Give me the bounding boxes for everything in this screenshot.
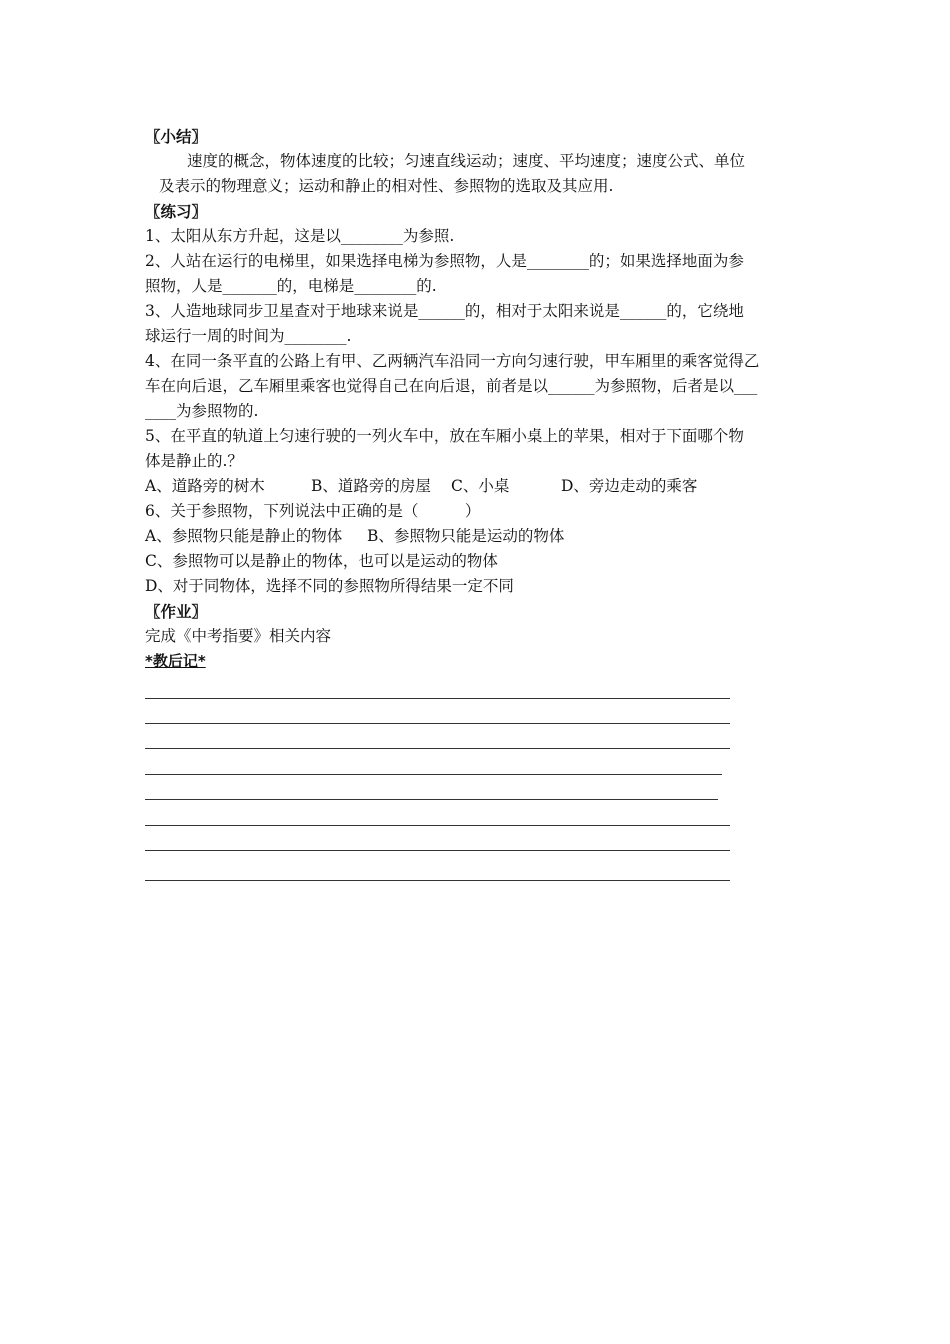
question-3-line-2: 球运行一周的时间为________. (145, 327, 352, 345)
summary-line-1: 速度的概念，物体速度的比较；匀速直线运动；速度、平均速度；速度公式、单位 (187, 152, 746, 170)
question-4-line-2: 车在向后退，乙车厢里乘客也觉得自己在向后退，前者是以______为参照物，后者是以___ (145, 377, 758, 395)
q6-option-b: B、参照物只能是运动的物体 (367, 527, 565, 545)
notes-line-8[interactable] (145, 880, 730, 881)
question-1: 1、太阳从东方升起，这是以________为参照. (145, 227, 455, 245)
notes-writing-lines (145, 686, 730, 881)
q6-option-d: D、对于同物体，选择不同的参照物所得结果一定不同 (145, 577, 514, 595)
question-5-line-1: 5、在平直的轨道上匀速行驶的一列火车中，放在车厢小桌上的苹果，相对于下面哪个物 (145, 427, 744, 445)
question-4-line-3: ____为参照物的. (145, 402, 259, 420)
summary-heading: 〖小结〗 (145, 127, 208, 146)
homework-heading: 〖作业〗 (145, 602, 208, 621)
notes-line-3[interactable] (145, 748, 730, 749)
question-6: 6、关于参照物，下列说法中正确的是（ ） (145, 502, 481, 520)
notes-line-6[interactable] (145, 825, 730, 826)
question-6-options-ab (145, 524, 810, 549)
question-2-line-1: 2、人站在运行的电梯里，如果选择电梯为参照物，人是________的；如果选择地面为参 (145, 252, 744, 270)
q6-option-a: A、参照物只能是静止的物体 (145, 527, 343, 545)
notes-line-1[interactable] (145, 698, 730, 699)
notes-line-7[interactable] (145, 850, 730, 851)
question-5-options (145, 474, 810, 499)
option-c: C、小桌 (451, 477, 510, 495)
homework-text: 完成《中考指要》相关内容 (145, 627, 332, 645)
worksheet-page (145, 124, 810, 671)
question-3-line-1: 3、人造地球同步卫星查对于地球来说是______的，相对于太阳来说是______的，它绕地 (145, 302, 744, 320)
q6-option-c: C、参照物可以是静止的物体，也可以是运动的物体 (145, 552, 498, 570)
question-2-line-2: 照物，人是_______的，电梯是________的. (145, 277, 437, 295)
notes-line-4[interactable] (145, 774, 722, 775)
option-d: D、旁边走动的乘客 (561, 477, 698, 495)
question-5-line-2: 体是静止的.？ (145, 452, 243, 470)
teaching-notes-heading: *教后记* (145, 652, 206, 670)
option-a: A、道路旁的树木 (145, 477, 265, 495)
notes-line-5[interactable] (145, 799, 718, 800)
practice-heading: 〖练习〗 (145, 202, 208, 221)
summary-line-2: 及表示的物理意义；运动和静止的相对性、参照物的选取及其应用. (159, 177, 614, 195)
question-4-line-1: 4、在同一条平直的公路上有甲、乙两辆汽车沿同一方向匀速行驶，甲车厢里的乘客觉得乙 (145, 352, 760, 370)
notes-line-2[interactable] (145, 723, 730, 724)
option-b: B、道路旁的房屋 (311, 477, 431, 495)
